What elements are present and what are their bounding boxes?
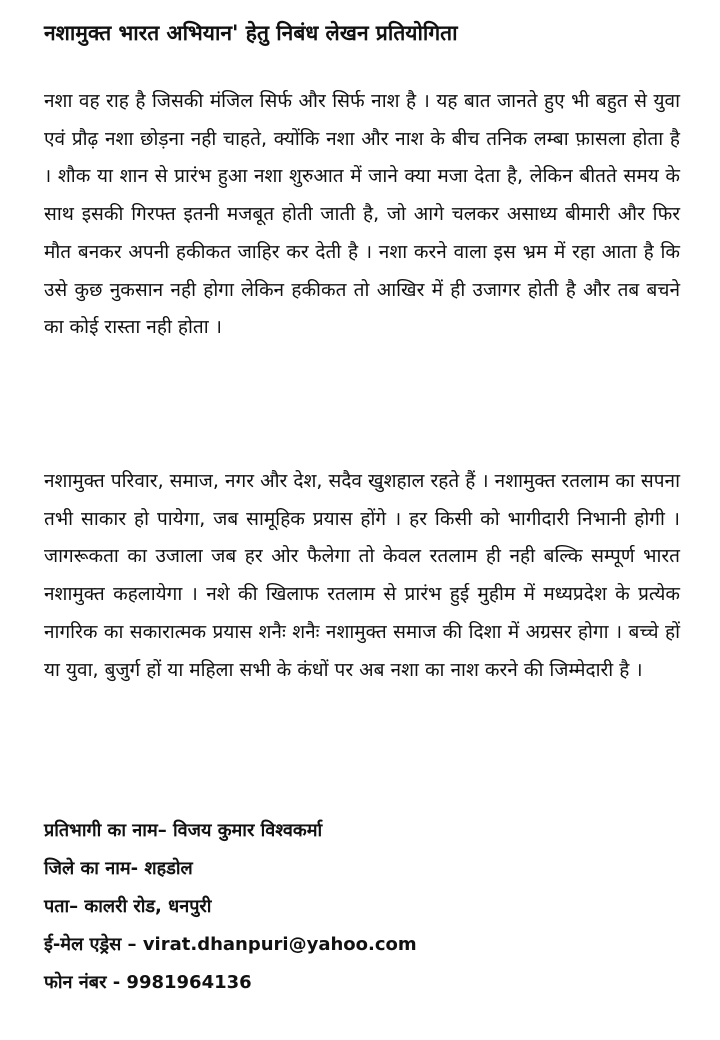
participant-address: पता– कालरी रोड, धनपुरी bbox=[44, 896, 212, 917]
essay-paragraph-2: नशामुक्त परिवार, समाज, नगर और देश, सदैव खुशहाल रहते हैं । नशामुक्त रतलाम का सपना तभी साकार हो पायेगा, जब सामूहिक प्रयास होंगे । हर किसी को भागीदारी निभानी होगी । जागरूकता का उजाला जब हर ओर फैलेगा तो केवल रतलाम ही नही बल्कि सम्पूर्ण भारत नशामुक्त कहलायेगा । नशे की खिलाफ रतलाम से प्रारंभ हुई मुहीम में मध्यप्रदेश के प्रत्येक नागरिक का सकारात्मक प्रयास शनैः शनैः नशामुक्त समाज की दिशा में अग्रसर होगा । बच्चे हों या युवा, बुजुर्ग हों या महिला सभी के कंधों पर अब नशा का नाश करने की जिम्मेदारी है । bbox=[44, 470, 680, 681]
essay-title: नशामुक्त भारत अभियान' हेतु निबंध लेखन प्रतियोगिता bbox=[44, 21, 458, 45]
participant-district: जिले का नाम- शहडोल bbox=[44, 858, 193, 879]
participant-name: प्रतिभागी का नाम– विजय कुमार विश्वकर्मा bbox=[44, 820, 323, 841]
essay-paragraph-1: नशा वह राह है जिसकी मंजिल सिर्फ और सिर्फ नाश है । यह बात जानते हुए भी बहुत से युवा एवं प्रौढ़ नशा छोड़ना नही चाहते, क्योंकि नशा और नाश के बीच तनिक लम्बा फ़ासला होता है । शौक या शान से प्रारंभ हुआ नशा शुरुआत में जाने क्या मजा देता है, लेकिन बीतते समय के साथ इसकी गिरफ्त इतनी मजबूत होती जाती है, जो आगे चलकर असाध्य बीमारी और फिर मौत बनकर अपनी हकीकत जाहिर कर देती है । नशा करने वाला इस भ्रम में रहा आता है कि उसे कुछ नुकसान नही होगा लेकिन हकीकत तो आखिर में ही उजागर होती है और तब बचने का कोई रास्ता नही होता । bbox=[44, 90, 680, 339]
participant-phone: फोन नंबर - 9981964136 bbox=[44, 972, 252, 993]
participant-details bbox=[44, 812, 684, 1002]
participant-email: ई-मेल एड्रेस – virat.dhanpuri@yahoo.com bbox=[44, 934, 417, 955]
